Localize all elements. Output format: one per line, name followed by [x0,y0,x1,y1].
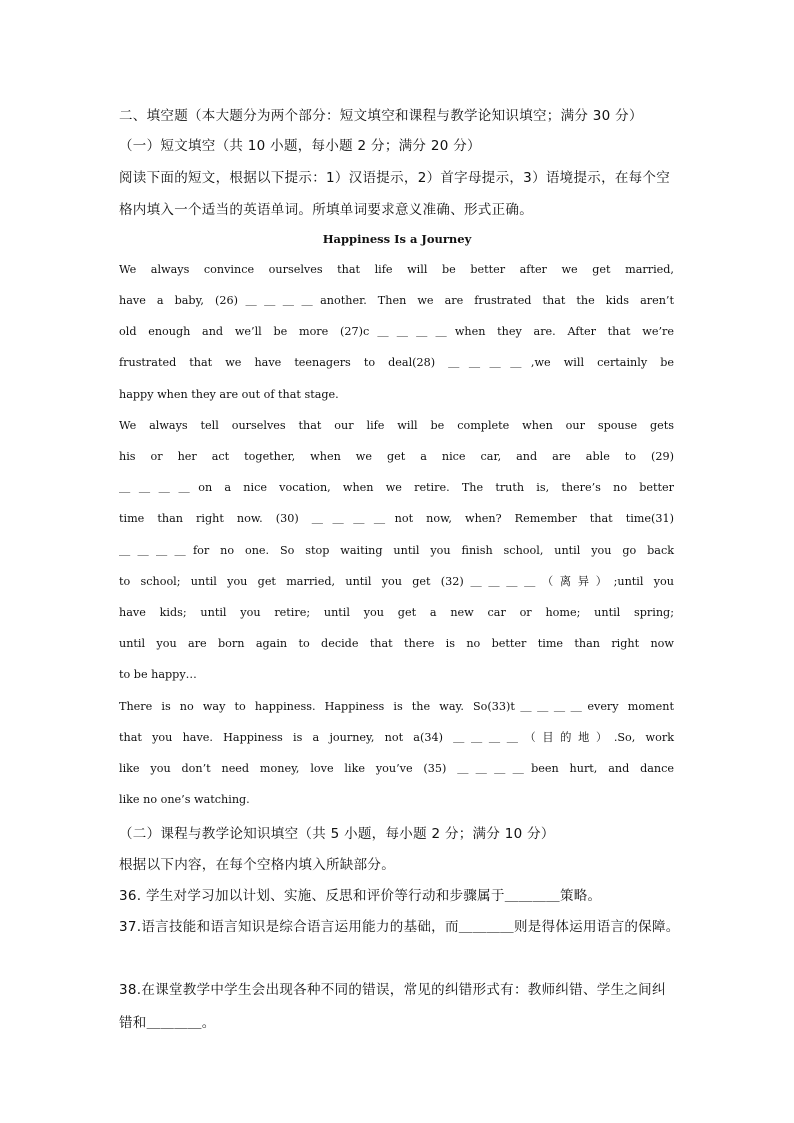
instruction-line-2: 格内填入一个适当的英语单词。所填单词要求意义准确、形式正确。 [119,202,533,218]
question-38-line-1: 38.在课堂教学中学生会出现各种不同的错误，常见的纠错形式有：教师纠错、学生之间纠 [119,982,666,998]
passage-line: time than right now. (30) ＿＿＿＿not now, when? Remember that time(31) [119,512,674,525]
part2-instruction: 根据以下内容，在每个空格内填入所缺部分。 [119,857,395,873]
section-heading: 二、填空题（本大题分为两个部分：短文填空和课程与教学论知识填空；满分 30 分） [119,108,643,124]
passage-line: have a baby, (26)＿＿＿＿another. Then we are frustrated that the kids aren’t [119,294,674,307]
passage-line: to school; until you get married, until you get (32)＿＿＿＿（离异）;until you [119,575,674,588]
passage-line: We always convince ourselves that life will be better after we get married, [119,263,674,276]
part1-heading: （一）短文填空（共 10 小题，每小题 2 分；满分 20 分） [119,138,481,154]
passage-line: like no one’s watching. [119,793,250,806]
passage-line: ＿＿＿＿for no one. So stop waiting until you finish school, until you go back [119,544,674,557]
question-38-line-2: 错和＿＿＿＿。 [119,1015,216,1031]
question-37: 37.语言技能和语言知识是综合语言运用能力的基础，而＿＿＿＿则是得体运用语言的保障。 [119,919,680,935]
passage-line: his or her act together, when we get a nice car, and are able to (29) [119,450,674,463]
part2-heading: （二）课程与教学论知识填空（共 5 小题，每小题 2 分；满分 10 分） [119,826,555,842]
passage-line: old enough and we’ll be more (27)c＿＿＿＿when they are. After that we’re [119,325,674,338]
passage-line: There is no way to happiness. Happiness is the way. So(33)t＿＿＿＿every moment [119,700,674,713]
passage-line: like you don’t need money, love like you’ve (35) ＿＿＿＿been hurt, and dance [119,762,674,775]
question-36: 36. 学生对学习加以计划、实施、反思和评价等行动和步骤属于＿＿＿＿策略。 [119,888,602,904]
passage-line: happy when they are out of that stage. [119,388,339,401]
passage-line: have kids; until you retire; until you get a new car or home; until spring; [119,606,674,619]
passage-line: to be happy… [119,668,197,681]
passage-line: frustrated that we have teenagers to deal(28) ＿＿＿＿,we will certainly be [119,356,674,369]
passage-line: We always tell ourselves that our life will be complete when our spouse gets [119,419,674,432]
instruction-line-1: 阅读下面的短文，根据以下提示：1）汉语提示，2）首字母提示，3）语境提示，在每个空 [119,170,671,186]
passage-line: until you are born again to decide that there is no better time than right now [119,637,674,650]
passage-title: Happiness Is a Journey [322,232,472,246]
passage-line: ＿＿＿＿on a nice vocation, when we retire. The truth is, there’s no better [119,481,674,494]
passage-line: that you have. Happiness is a journey, not a(34) ＿＿＿＿（目的地）.So, work [119,731,674,744]
